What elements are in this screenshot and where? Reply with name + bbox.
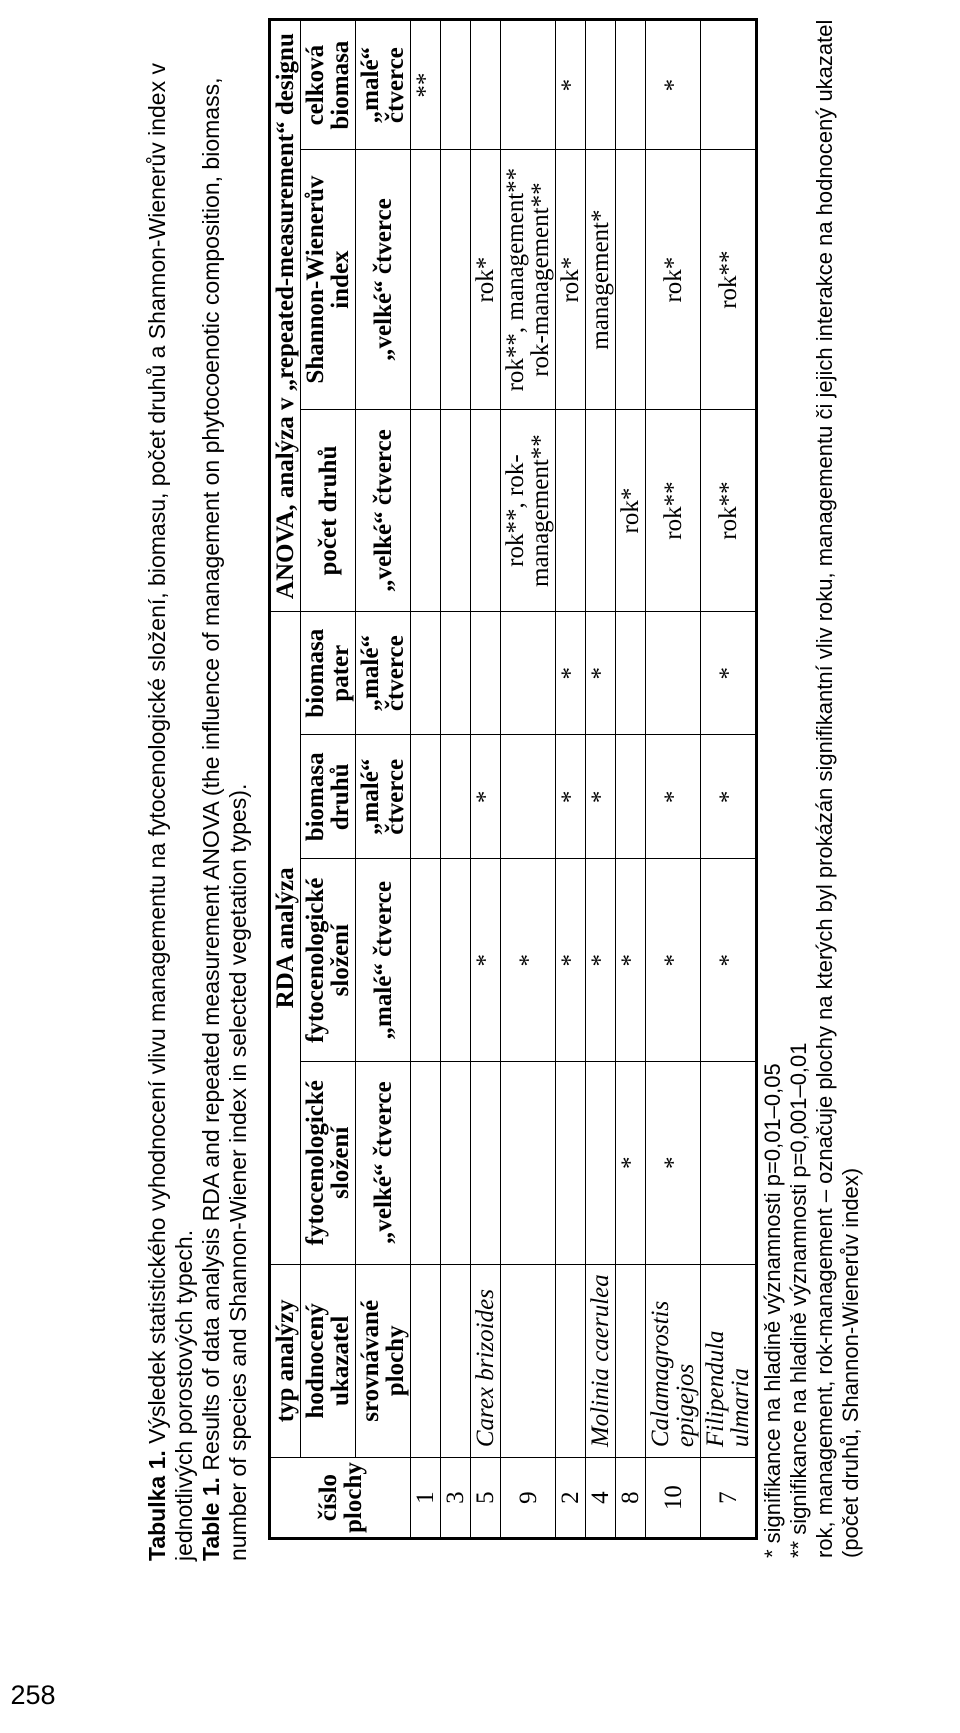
row-number: 4 <box>586 1458 616 1539</box>
row-cell: rok** <box>701 150 757 410</box>
row-cell <box>441 409 471 611</box>
row-vegetation-type: Molinia caerulea <box>586 1264 616 1458</box>
row-vegetation-type: Filipendula ulmaria <box>701 1264 757 1458</box>
row-cell <box>471 20 501 150</box>
row-number: 2 <box>556 1458 586 1539</box>
header-cislo-plochy: číslo plochy <box>270 1458 411 1539</box>
row-cell <box>616 612 646 735</box>
row-cell: * <box>616 859 646 1062</box>
row-cell <box>501 735 556 859</box>
row-vegetation-type: Calamagrostis epigejos <box>646 1264 701 1458</box>
row-cell: * <box>586 859 616 1062</box>
caption-english-label: Table 1. <box>198 1477 224 1561</box>
row-cell <box>471 612 501 735</box>
header-srovnavane-plochy: srovnávané plochy <box>356 1264 411 1458</box>
caption-czech-label: Tabulka 1. <box>144 1450 170 1561</box>
row-cell <box>441 735 471 859</box>
results-table <box>268 18 758 1540</box>
row-cell <box>411 859 441 1062</box>
header-rda: RDA analýza <box>270 612 301 1264</box>
row-cell: * <box>556 859 586 1062</box>
row-cell <box>471 409 501 611</box>
row-cell: * <box>586 612 616 735</box>
row-cell: * <box>586 735 616 859</box>
row-cell <box>586 1061 616 1264</box>
row-cell: * <box>646 735 701 859</box>
row-cell <box>441 1061 471 1264</box>
captions <box>144 16 252 1561</box>
row-cell <box>411 612 441 735</box>
row-cell <box>411 735 441 859</box>
header-ukazatel: biomasa druhů <box>301 735 356 859</box>
row-cell: * <box>501 859 556 1062</box>
row-cell: * <box>471 735 501 859</box>
row-cell: rok* <box>646 150 701 410</box>
table-row <box>471 20 501 1539</box>
footnote-3: rok, management, rok-management – označuje plochy na kterých byl prokázán signifikantní vliv roku, managementu či jejich interakce na hodnocený ukazatel (počet druhů, Shannon-Wienerův index) <box>812 19 863 1558</box>
row-number: 7 <box>701 1458 757 1539</box>
row-cell <box>616 150 646 410</box>
header-ukazatel: počet druhů <box>301 409 356 611</box>
row-vegetation-type <box>501 1264 556 1458</box>
row-cell <box>556 1061 586 1264</box>
row-cell: * <box>556 612 586 735</box>
header-plochy: „malé“ čtverce <box>356 20 411 150</box>
row-vegetation-type <box>616 1264 646 1458</box>
table-row <box>501 20 556 1539</box>
row-cell: * <box>646 1061 701 1264</box>
row-number: 5 <box>471 1458 501 1539</box>
row-cell <box>586 20 616 150</box>
row-cell <box>586 409 616 611</box>
row-cell <box>441 20 471 150</box>
header-ukazatel: fytocenologické složení <box>301 859 356 1062</box>
header-ukazatel: celková biomasa <box>301 20 356 150</box>
row-cell <box>501 1061 556 1264</box>
row-cell <box>411 1061 441 1264</box>
row-cell <box>501 612 556 735</box>
row-cell <box>701 1061 757 1264</box>
footnotes <box>760 18 864 1558</box>
footnote-1: * signifikance na hladině významnosti p=0,01–0,05 <box>760 1063 785 1558</box>
row-vegetation-type <box>556 1264 586 1458</box>
row-cell: rok* <box>471 150 501 410</box>
row-cell <box>411 150 441 410</box>
table-row <box>616 20 646 1539</box>
header-ukazatel: Shannon-Wienerův index <box>301 150 356 410</box>
row-cell <box>411 409 441 611</box>
table-row <box>701 20 757 1539</box>
row-vegetation-type <box>441 1264 471 1458</box>
row-vegetation-type: Carex brizoides <box>471 1264 501 1458</box>
row-cell <box>441 612 471 735</box>
row-cell: rok** <box>701 409 757 611</box>
row-cell: * <box>701 859 757 1062</box>
header-ukazatel: fytocenologické složení <box>301 1061 356 1264</box>
table-row <box>556 20 586 1539</box>
header-typ-analyzy: typ analýzy <box>270 1264 301 1458</box>
footnote-2: ** signifikance na hladině významnosti p=0,001–0,01 <box>786 1042 811 1558</box>
row-cell: rok* <box>616 409 646 611</box>
row-cell <box>701 20 757 150</box>
row-number: 9 <box>501 1458 556 1539</box>
page-number: 258 <box>10 1680 56 1710</box>
caption-english <box>198 16 252 1561</box>
table-row <box>646 20 701 1539</box>
row-number: 1 <box>411 1458 441 1539</box>
header-hodnoceny-ukazatel: hodnocený ukazatel <box>301 1264 356 1458</box>
row-number: 8 <box>616 1458 646 1539</box>
row-cell <box>441 150 471 410</box>
caption-czech-text: Výsledek statistického vyhodnocení vlivu managementu na fytocenologické složení, biomasu, počet druhů a Shannon-Wienerův index v jednotlivých porostových typech. <box>144 63 197 1561</box>
row-cell: rok* <box>556 150 586 410</box>
row-cell: * <box>556 20 586 150</box>
row-number: 10 <box>646 1458 701 1539</box>
caption-english-text: Results of data analysis RDA and repeated measurement ANOVA (the influence of management on phytocoenotic composition, biomass, number of species and Shannon-Wiener index in selected vegetation types). <box>198 77 251 1561</box>
row-cell <box>646 612 701 735</box>
row-cell: * <box>616 1061 646 1264</box>
row-cell: rok**, rok-management** <box>501 409 556 611</box>
header-plochy: „malé“ čtverce <box>356 735 411 859</box>
row-number: 3 <box>441 1458 471 1539</box>
row-cell: * <box>646 859 701 1062</box>
row-cell: * <box>701 735 757 859</box>
row-cell <box>441 859 471 1062</box>
table-row <box>586 20 616 1539</box>
header-plochy: „velké“ čtverce <box>356 150 411 410</box>
row-cell <box>501 20 556 150</box>
row-cell: management* <box>586 150 616 410</box>
row-cell: ** <box>411 20 441 150</box>
row-cell <box>471 1061 501 1264</box>
row-cell: * <box>471 859 501 1062</box>
row-cell <box>556 409 586 611</box>
header-plochy: „velké“ čtverce <box>356 409 411 611</box>
row-cell: rok**, management** rok-management** <box>501 150 556 410</box>
table-row <box>441 20 471 1539</box>
header-anova: ANOVA, analýza v „repeated-measurement“ designu <box>270 20 301 612</box>
row-cell: * <box>556 735 586 859</box>
row-cell <box>616 20 646 150</box>
caption-czech <box>144 16 198 1561</box>
row-cell: * <box>701 612 757 735</box>
header-ukazatel: biomasa pater <box>301 612 356 735</box>
row-cell: rok** <box>646 409 701 611</box>
header-plochy: „malé“ čtverce <box>356 612 411 735</box>
table-row <box>411 20 441 1539</box>
row-cell <box>616 735 646 859</box>
row-cell: * <box>646 20 701 150</box>
header-plochy: „velké“ čtverce <box>356 1061 411 1264</box>
table-body <box>411 20 757 1539</box>
header-plochy: „malé“ čtverce <box>356 859 411 1062</box>
row-vegetation-type <box>411 1264 441 1458</box>
